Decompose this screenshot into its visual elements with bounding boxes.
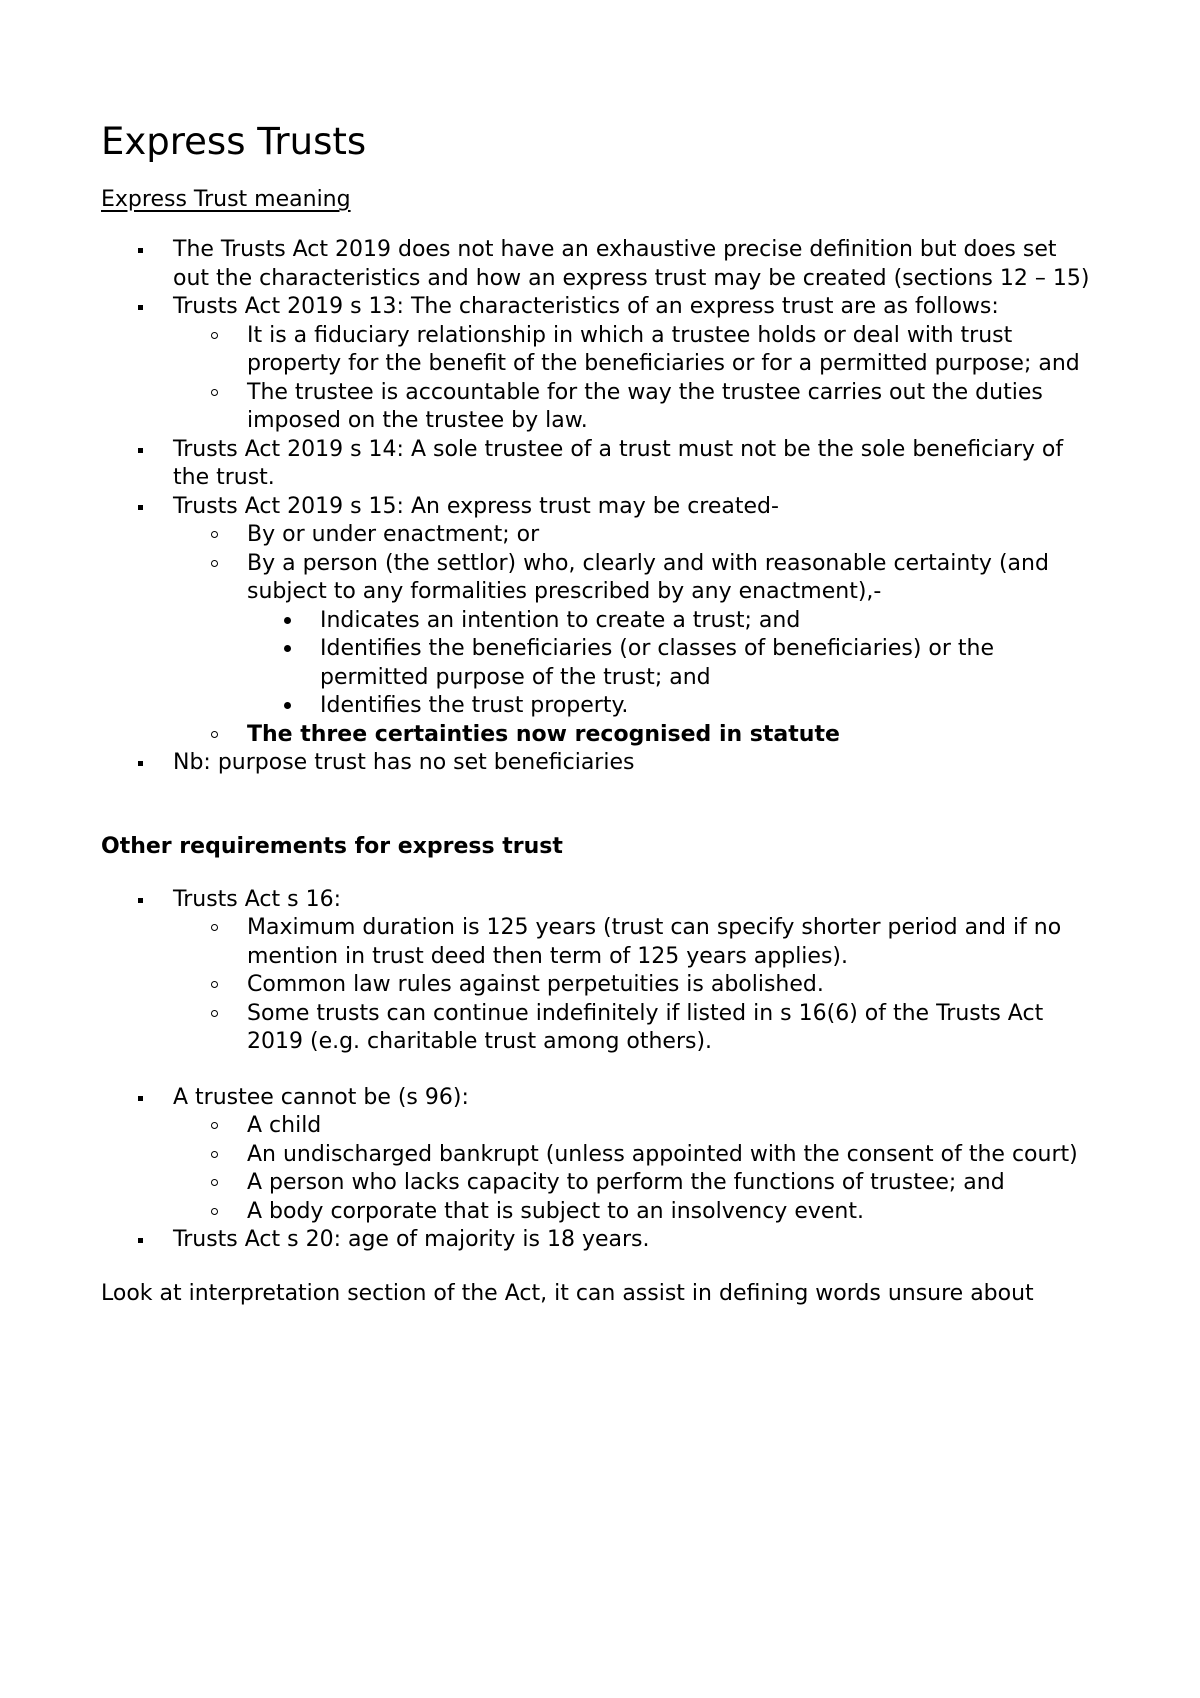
list-item <box>101 493 1091 522</box>
page-title: Express Trusts <box>101 120 367 163</box>
list-item-text: Nb: purpose trust has no set beneficiaries <box>173 750 635 775</box>
list-item <box>101 322 1091 379</box>
circle-bullet-icon <box>211 389 218 396</box>
list-item-text: Trusts Act s 20: age of majority is 18 years. <box>173 1227 650 1252</box>
list-item <box>101 971 1091 1000</box>
circle-bullet-icon <box>211 1151 218 1158</box>
list-item-text: Identifies the trust property. <box>320 693 629 718</box>
list-item-text: Trusts Act s 16: <box>173 886 341 912</box>
list-item <box>101 293 1091 322</box>
list-item <box>101 692 1091 721</box>
list-item <box>101 886 1091 915</box>
list-item-text: Maximum duration is 125 years (trust can specify shorter period and if no mention in trust deed then term of 125 years applies). <box>247 915 1062 969</box>
list-item-text: A trustee cannot be (s 96): <box>173 1084 469 1110</box>
list-item-text: Some trusts can continue indefinitely if listed in s 16(6) of the Trusts Act 2019 (e.g. charitable trust among others). <box>247 1000 1044 1054</box>
list-item-text: A person who lacks capacity to perform the functions of trustee; and <box>247 1170 1005 1195</box>
list-item-text: By a person (the settlor) who, clearly and with reasonable certainty (and subject to any formalities prescribed by any enactment),- <box>247 550 1049 604</box>
list-item-text: By or under enactment; or <box>247 522 540 547</box>
list-item <box>101 379 1091 436</box>
list-item <box>101 1141 1091 1170</box>
list-item-text: Trusts Act 2019 s 13: The characteristics of an express trust are as follows: <box>173 294 999 319</box>
square-bullet-icon <box>138 761 143 766</box>
circle-bullet-icon <box>211 1010 218 1017</box>
list-item <box>101 436 1091 493</box>
circle-bullet-icon <box>211 1122 218 1129</box>
document-page <box>101 118 1091 1308</box>
section-heading-other-requirements: Other requirements for express trust <box>101 833 563 859</box>
list-item-text: A body corporate that is subject to an insolvency event. <box>247 1198 864 1224</box>
circle-bullet-icon <box>211 332 218 339</box>
list-item-text: It is a fiduciary relationship in which a trustee holds or deal with trust property for the benefit of the beneficiaries or for a permitted purpose; and <box>247 322 1080 376</box>
list-item-text: The Trusts Act 2019 does not have an exhaustive precise definition but does set out the characteristics and how an express trust may be created (sections 12 – 15) <box>173 237 1090 291</box>
list-item-text: Common law rules against perpetuities is abolished. <box>247 972 824 997</box>
list-item-text: Identifies the beneficiaries (or classes of beneficiaries) or the permitted purpose of the trust; and <box>320 636 995 690</box>
square-bullet-icon <box>138 898 143 903</box>
list-item <box>101 1000 1091 1057</box>
other-requirements-list-2 <box>101 1084 1091 1255</box>
circle-bullet-icon <box>211 560 218 567</box>
square-bullet-icon <box>138 1096 143 1101</box>
dot-bullet-icon <box>284 702 291 709</box>
list-item <box>101 914 1091 971</box>
circle-bullet-icon <box>211 1208 218 1215</box>
list-item <box>101 1169 1091 1198</box>
list-item-text: Trusts Act 2019 s 14: A sole trustee of a trust must not be the sole beneficiary of the trust. <box>173 436 1064 490</box>
list-item-text: Indicates an intention to create a trust; and <box>320 607 801 633</box>
list-item-text: An undischarged bankrupt (unless appointed with the consent of the court) <box>247 1141 1078 1167</box>
square-bullet-icon <box>138 248 143 253</box>
circle-bullet-icon <box>211 981 218 988</box>
closing-note: Look at interpretation section of the Act, it can assist in defining words unsure about <box>101 1280 1034 1306</box>
section-heading-express-trust-meaning: Express Trust meaning <box>101 187 351 212</box>
list-item <box>101 550 1091 607</box>
square-bullet-icon <box>138 1238 143 1243</box>
square-bullet-icon <box>138 505 143 510</box>
dot-bullet-icon <box>284 617 291 624</box>
express-trust-meaning-list <box>101 236 1091 778</box>
circle-bullet-icon <box>211 1179 218 1186</box>
circle-bullet-icon <box>211 924 218 931</box>
circle-bullet-icon <box>211 731 218 738</box>
list-item <box>101 1198 1091 1227</box>
square-bullet-icon <box>138 305 143 310</box>
list-item-text: Trusts Act 2019 s 15: An express trust may be created- <box>173 493 779 519</box>
dot-bullet-icon <box>284 645 291 652</box>
list-item <box>101 635 1091 692</box>
list-item <box>101 1226 1091 1255</box>
list-item <box>101 749 1091 778</box>
list-item <box>101 1112 1091 1141</box>
list-item <box>101 1084 1091 1113</box>
list-item-text: A child <box>247 1113 322 1138</box>
square-bullet-icon <box>138 448 143 453</box>
other-requirements-list-1 <box>101 886 1091 1057</box>
list-item-text-bold: The three certainties now recognised in statute <box>247 721 840 747</box>
list-item <box>101 721 1091 750</box>
list-item <box>101 607 1091 636</box>
list-item <box>101 521 1091 550</box>
circle-bullet-icon <box>211 531 218 538</box>
list-item-text: The trustee is accountable for the way the trustee carries out the duties imposed on the trustee by law. <box>247 379 1043 433</box>
list-item <box>101 236 1091 293</box>
